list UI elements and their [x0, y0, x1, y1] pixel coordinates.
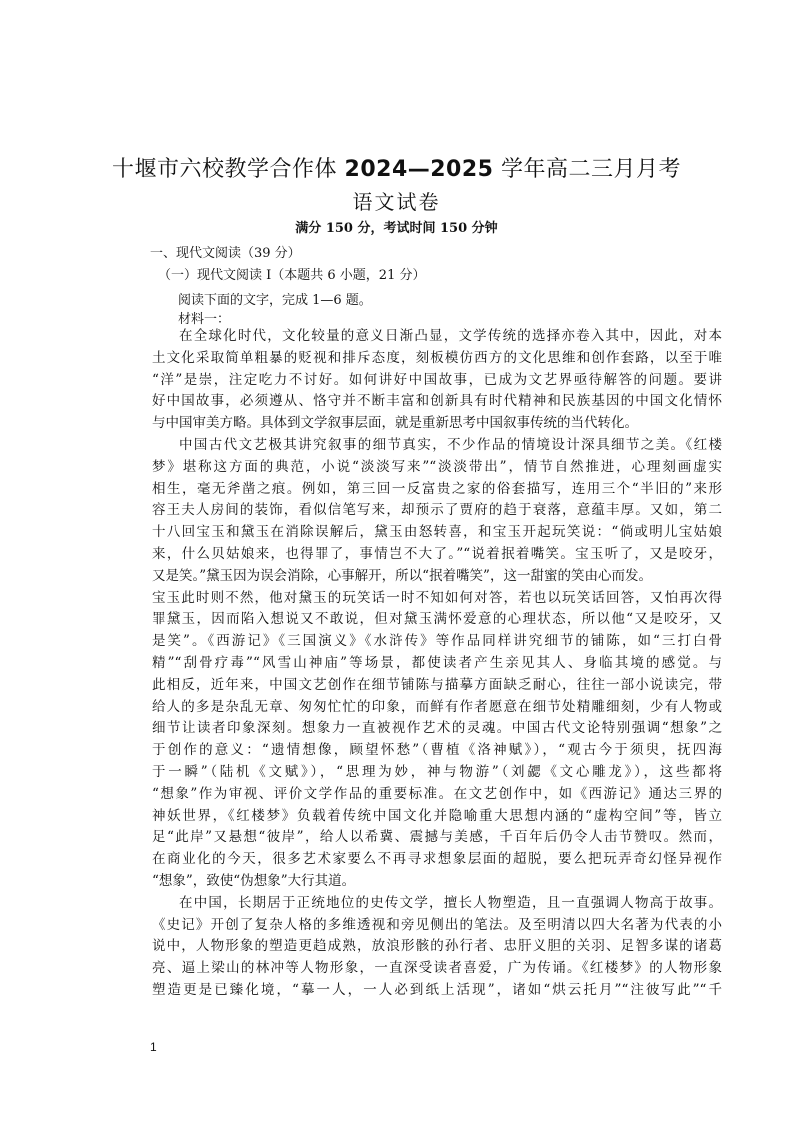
passage-line: 土文化采取简单粗暴的贬视和排斥态度，刻板模仿西方的文化思维和创作套路，以至于唯: [152, 349, 722, 366]
passage-line: 是笑”。《西游记》《三国演义》《水浒传》等作品同样讲究细节的铺陈，如“三打白骨: [152, 633, 722, 650]
passage-line: 又是笑。”黛玉因为误会消除，心事解开，所以“抿着嘴笑”，这一甜蜜的笑由心而发。: [152, 567, 652, 584]
passage-line: 容王夫人房间的装饰，看似信笔写来，却预示了贾府的趋于衰落，意蕴丰厚。又如，第二: [152, 502, 722, 519]
passage-line: 来，什么贝姑娘来，也得罪了，事情岂不大了。”“说着抿着嘴笑。宝玉听了，又是咬牙，: [152, 545, 722, 562]
passage-line: 亮、逼上梁山的林冲等人物形象，一直深受读者喜爱，广为传诵。《红楼梦》的人物形象: [152, 960, 722, 977]
passage-line: 细节让读者印象深刻。想象力一直被视作艺术的灵魂。中国古代文论特别强调“想象”之: [152, 720, 722, 737]
section-heading: 一、现代文阅读（39 分）: [150, 246, 301, 261]
passage-line: 在中国，长期居于正统地位的史传文学，擅长人物塑造，且一直强调人物高于故事。: [179, 894, 722, 911]
passage-line: 于创作的意义：“遗情想像，顾望怀愁”（曹植《洛神赋》），“观古今于须臾，抚四海: [152, 742, 722, 759]
passage-line: 塑造更是已臻化境，“摹一人，一人必到纸上活现”，诸如“烘云托月”“注彼写此”“千: [152, 981, 722, 998]
passage-line: 在全球化时代，文化较量的意义日渐凸显，文学传统的选择亦卷入其中，因此，对本: [179, 328, 722, 344]
passage-line: 罪黛玉，因而陷入想说又不敢说，但对黛玉满怀爱意的心理状态，所以他“又是咬牙，又: [152, 611, 722, 628]
passage-line: 此相反，近年来，中国文艺创作在细节铺陈与描摹方面缺乏耐心，往往一部小说读完，带: [152, 676, 722, 693]
passage-body: [152, 326, 722, 1002]
passage-line: “想象”，致使“伪想象”大行其道。: [152, 872, 356, 889]
passage-line: 《史记》开创了复杂人格的多维透视和旁见侧出的笔法。及至明清以四大名著为代表的小: [152, 916, 722, 933]
page-number: 1: [150, 1040, 157, 1054]
page-subtitle: 语文试卷: [352, 190, 441, 214]
material-label: 材料一：: [178, 312, 231, 327]
passage-line: 足“此岸”又悬想“彼岸”，给人以希冀、震撼与美感，千百年后仍令人击节赞叹。然而，: [152, 829, 722, 846]
passage-line: 好中国故事，必须遵从、恪守并不断丰富和创新具有时代精神和民族基因的中国文化情怀: [152, 393, 722, 410]
passage-line: 十八回宝玉和黛玉在消除误解后，黛玉由怒转喜，和宝玉开起玩笑说：“倘或明儿宝姑娘: [152, 524, 722, 541]
passage-line: 神妖世界，《红楼梦》负载着传统中国文化并隐喻重大思想内涵的“虚构空间”等，皆立: [152, 807, 722, 824]
passage-line: “想象”作为审视、评价文学作品的重要标准。在文艺创作中，如《西游记》通达三界的: [152, 785, 722, 802]
passage-line: 说中，人物形象的塑造更趋成熟，放浪形骸的孙行者、忠肝义胆的关羽、足智多谋的诸葛: [152, 938, 722, 955]
instruction-text: 阅读下面的文字，完成 1—6 题。: [178, 293, 372, 308]
subsection-heading: （一）现代文阅读 I（本题共 6 小题，21 分）: [158, 268, 426, 283]
passage-line: 精”“刮骨疗毒”“风雪山神庙”等场景，都使读者产生亲见其人、身临其境的感觉。与: [152, 654, 722, 671]
passage-line: 在商业化的今天，很多艺术家要么不再寻求想象层面的超脱，要么把玩弄奇幻怪异视作: [152, 851, 722, 868]
title-prefix: 十堰市六校教学合作体: [112, 157, 345, 182]
passage-line: 于一瞬”（陆机《文赋》），“思理为妙，神与物游”（刘勰《文心雕龙》），这些都将: [152, 763, 722, 780]
passage-line: 相生，毫无斧凿之痕。例如，第三回一反富贵之家的俗套描写，连用三个“半旧的”来形: [152, 480, 722, 497]
title-years: 2024—2025: [344, 157, 494, 182]
passage-line: “洋”是崇，注定吃力不讨好。如何讲好中国故事，已成为文艺界亟待解答的问题。要讲: [152, 371, 722, 388]
passage-line: 宝玉此时则不然，他对黛玉的玩笑话一时不知如何对答，若也以玩笑话回答，又怕再次得: [152, 589, 722, 606]
exam-meta: 满分 150 分，考试时间 150 分钟: [295, 221, 498, 236]
passage-line: 梦》堪称这方面的典范，小说“淡淡写来”“淡淡带出”，情节自然推进，心理刻画虚实: [152, 458, 722, 475]
passage-line: 与中国审美方略。具体到文学叙事层面，就是重新思考中国叙事传统的当代转化。: [152, 415, 638, 432]
title-suffix: 学年高二三月月考: [493, 157, 681, 182]
page-title: [0, 152, 793, 183]
passage-line: 给人的多是杂乱无章、匆匆忙忙的印象，而鲜有作者愿意在细节处精雕细刻，少有人物或: [152, 698, 722, 715]
passage-line: 中国古代文艺极其讲究叙事的细节真实，不少作品的情境设计深具细节之美。《红楼: [179, 436, 722, 453]
